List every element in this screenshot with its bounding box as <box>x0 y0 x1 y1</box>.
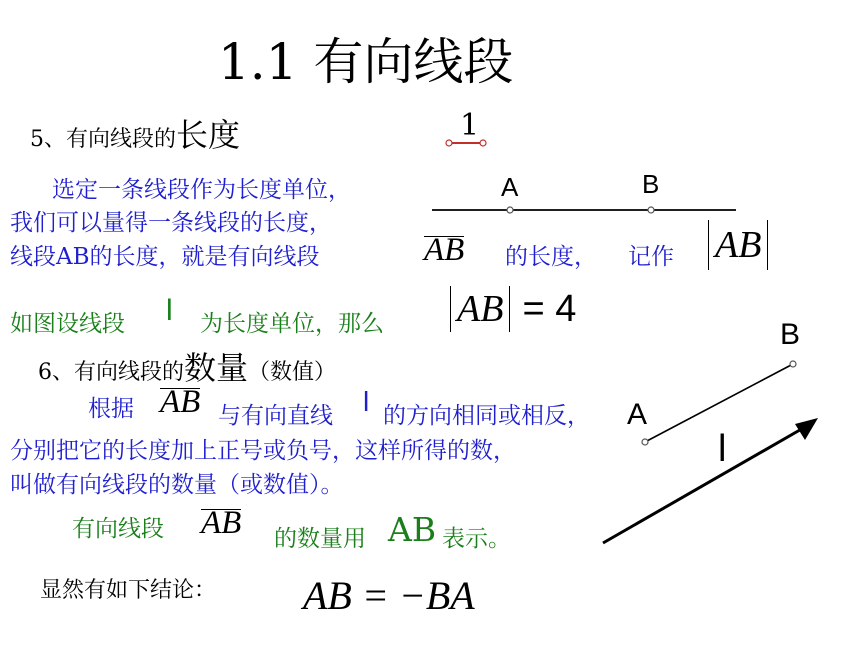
para2-line2: 分别把它的长度加上正号或负号，这样所得的数， <box>10 438 516 464</box>
example-eq: = 4 <box>522 288 577 330</box>
section-5-prefix: 5、有向线段的 <box>30 127 176 152</box>
para2-l: l <box>363 386 370 417</box>
unit-label: 1 <box>460 108 480 143</box>
conclusion-formula: AB = −BA <box>303 573 475 618</box>
para3-ab: AB <box>388 510 437 549</box>
para2-p2: 与有向直线 <box>218 403 333 429</box>
point-b-top <box>648 207 654 213</box>
abs-ab-1 <box>708 220 768 270</box>
unit-endpoint-left <box>446 140 452 146</box>
label-b-top: B <box>642 169 660 199</box>
example-seg: l <box>166 294 173 327</box>
abs-ab-1-text: AB <box>708 220 768 270</box>
para1-line1: 选定一条线段作为长度单位， <box>52 177 351 203</box>
para1-line2: 我们可以量得一条线段的长度， <box>10 210 332 236</box>
unit-endpoint-right <box>480 140 486 146</box>
section-6-heading <box>38 343 336 389</box>
para1-note: 记作 <box>628 244 674 270</box>
section-6-suffix: （数值） <box>248 360 337 385</box>
example-formula <box>450 286 576 332</box>
vector-ab-2 <box>160 384 200 421</box>
label-l-right: l <box>718 428 727 470</box>
vector-ab-2-text: AB <box>160 384 201 420</box>
section-6-emph: 数量 <box>184 349 249 387</box>
section-6-prefix: 6、有向线段的 <box>38 360 184 385</box>
point-a-top <box>507 207 513 213</box>
para2-line3: 叫做有向线段的数量（或数值）。 <box>10 472 344 498</box>
directed-line-l <box>603 423 812 543</box>
para1-line3: 线段AB的长度，就是有向线段 <box>10 244 320 270</box>
para3-p3: 表示。 <box>442 526 511 552</box>
label-a-top: A <box>501 172 519 202</box>
vector-ab-1-text: AB <box>424 232 465 268</box>
example-lead: 如图设线段 <box>10 311 125 337</box>
vector-ab-3 <box>201 505 241 542</box>
label-a-right: A <box>627 398 648 431</box>
vector-ab-3-text: AB <box>201 505 242 541</box>
page-title: 1.1 有向线段 <box>218 33 514 91</box>
example-abs: AB <box>450 286 510 332</box>
para2-p3: 的方向相同或相反， <box>383 403 590 429</box>
example-mid: 为长度单位，那么 <box>200 311 384 337</box>
vector-ab-1 <box>424 232 464 269</box>
para3-p1: 有向线段 <box>72 516 164 542</box>
conclusion-text: 显然有如下结论： <box>40 578 217 603</box>
para2-p1: 根据 <box>88 396 134 422</box>
para1-suffix: 的长度， <box>505 244 597 270</box>
label-b-right: B <box>780 318 801 351</box>
para3-p2: 的数量用 <box>274 526 366 552</box>
section-5-emph: 长度 <box>176 116 241 154</box>
arrowhead-icon <box>795 418 818 440</box>
point-b-right <box>790 361 796 367</box>
section-5-heading <box>30 110 240 156</box>
point-a-right <box>642 439 648 445</box>
